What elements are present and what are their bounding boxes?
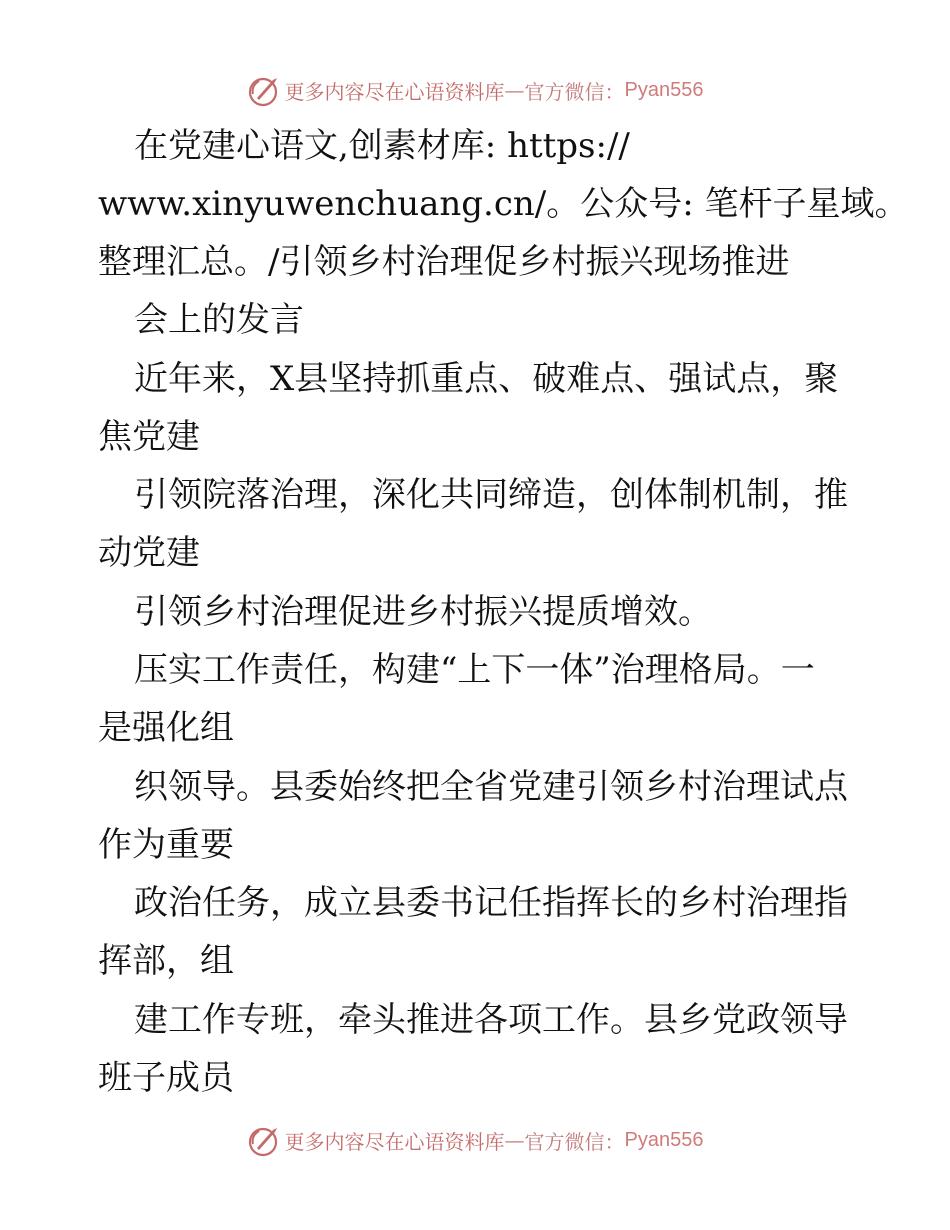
text-line: 压实工作责任，构建“上下一体”治理格局。一	[134, 650, 815, 690]
text-line: 班子成员	[98, 1058, 234, 1098]
text-line: 在党建心语文,创素材库: https://	[134, 126, 630, 166]
text-line: 会上的发言	[134, 300, 304, 340]
text-line: 政治任务，成立县委书记任指挥长的乡村治理指	[134, 883, 848, 923]
banner-wechat-label: 官方微信：	[524, 1129, 625, 1154]
text-line: 焦党建	[98, 417, 200, 457]
quill-logo-icon	[247, 72, 283, 108]
banner-main-text: 更多内容尽在心语资料库	[284, 1129, 505, 1154]
text-line: 近年来，X县坚持抓重点、破难点、强试点，聚	[134, 359, 839, 399]
banner-dash: —	[504, 1128, 525, 1152]
text-line: 作为重要	[98, 825, 234, 865]
banner-wechat-id: Pyan556	[624, 78, 704, 101]
text-line: 整理汇总。/引领乡村治理促乡村振兴现场推进	[98, 242, 790, 282]
text-line: 挥部，组	[98, 941, 234, 981]
text-line: 引领院落治理，深化共同缔造，创体制机制，推	[134, 475, 848, 515]
text-line: 引领乡村治理促进乡村振兴提质增效。	[134, 592, 712, 632]
banner-dash: —	[504, 78, 525, 102]
banner-wechat-label: 官方微信：	[524, 79, 625, 104]
quill-logo-icon	[247, 1122, 283, 1158]
footer-watermark-banner	[0, 1120, 950, 1160]
text-line: www.xinyuwenchuang.cn/。公众号: 笔杆子星域。	[98, 184, 909, 224]
header-watermark-banner	[0, 70, 950, 110]
banner-main-text: 更多内容尽在心语资料库	[284, 79, 505, 104]
banner-wechat-id: Pyan556	[624, 1128, 704, 1151]
text-line: 建工作专班，牵头推进各项工作。县乡党政领导	[134, 1000, 848, 1040]
text-line: 是强化组	[98, 708, 234, 748]
text-line: 动党建	[98, 533, 200, 573]
text-line: 织领导。县委始终把全省党建引领乡村治理试点	[134, 767, 848, 807]
